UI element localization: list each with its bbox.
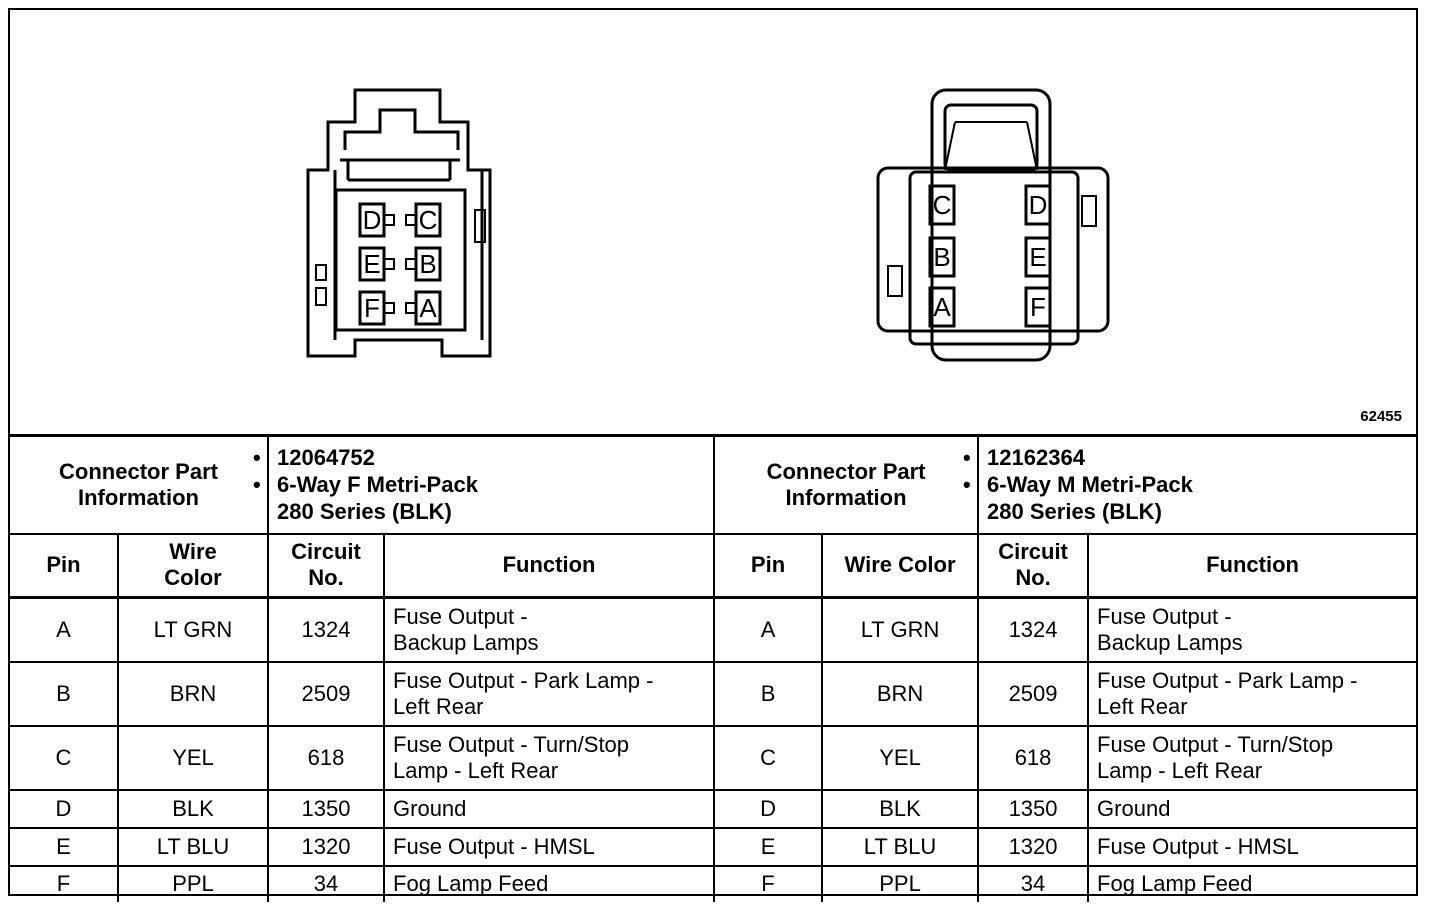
function-cell: Fog Lamp Feed — [1088, 866, 1416, 902]
female-pin-label: A — [419, 293, 437, 323]
wire-color-cell: LT GRN — [118, 598, 268, 662]
male-connector-drawing — [878, 90, 1108, 360]
column-header-row — [10, 534, 1416, 598]
wire-color-cell: LT BLU — [822, 828, 978, 866]
wire-color-cell: LT BLU — [118, 828, 268, 866]
col-pin: Pin — [714, 534, 822, 598]
pin-cell: E — [10, 828, 118, 866]
part-info-row — [10, 436, 1416, 534]
male-pin-label: B — [933, 242, 951, 272]
table-row — [10, 598, 1416, 662]
pin-cell: B — [714, 662, 822, 726]
connector-svg — [10, 10, 1416, 434]
pin-cell: A — [10, 598, 118, 662]
table-row — [10, 726, 1416, 790]
col-circuit: Circuit No. — [978, 534, 1088, 598]
table-row — [10, 828, 1416, 866]
pin-cell: F — [10, 866, 118, 902]
part-description: • 6-Way F Metri-Pack — [277, 471, 705, 498]
pin-cell: C — [714, 726, 822, 790]
wire-color-cell: LT GRN — [822, 598, 978, 662]
wire-color-cell: PPL — [822, 866, 978, 902]
part-info-details — [978, 436, 1416, 534]
function-cell: Fuse Output - Park Lamp - Left Rear — [384, 662, 714, 726]
function-cell: Fuse Output - Turn/Stop Lamp - Left Rear — [1088, 726, 1416, 790]
col-wire-color: Wire Color — [118, 534, 268, 598]
table-row — [10, 662, 1416, 726]
male-pin-label: A — [933, 292, 951, 322]
circuit-cell: 2509 — [268, 662, 384, 726]
part-description: • 6-Way M Metri-Pack — [987, 471, 1408, 498]
wire-color-cell: BRN — [118, 662, 268, 726]
part-info-details — [268, 436, 714, 534]
circuit-cell: 1350 — [268, 790, 384, 828]
wire-color-cell: BLK — [118, 790, 268, 828]
circuit-cell: 34 — [978, 866, 1088, 902]
part-description-cont: 280 Series (BLK) — [277, 499, 452, 525]
wire-color-cell: YEL — [822, 726, 978, 790]
function-cell: Fuse Output - HMSL — [384, 828, 714, 866]
wire-color-cell: PPL — [118, 866, 268, 902]
part-number: • 12064752 — [277, 444, 705, 471]
pin-cell: D — [10, 790, 118, 828]
circuit-cell: 2509 — [978, 662, 1088, 726]
function-cell: Fuse Output - Backup Lamps — [1088, 598, 1416, 662]
function-cell: Fuse Output - Park Lamp - Left Rear — [1088, 662, 1416, 726]
female-connector-drawing — [308, 90, 490, 356]
pin-cell: B — [10, 662, 118, 726]
circuit-cell: 1320 — [268, 828, 384, 866]
female-pin-label: C — [418, 205, 438, 235]
diagram-frame — [8, 8, 1418, 896]
function-cell: Fuse Output - Turn/Stop Lamp - Left Rear — [384, 726, 714, 790]
function-cell: Fuse Output - Backup Lamps — [384, 598, 714, 662]
part-description-cont: 280 Series (BLK) — [987, 499, 1162, 525]
circuit-cell: 618 — [978, 726, 1088, 790]
circuit-cell: 1350 — [978, 790, 1088, 828]
part-number: • 12162364 — [987, 444, 1408, 471]
female-pin-label: B — [419, 249, 437, 279]
part-info-label: Connector Part Information — [714, 436, 978, 534]
function-cell: Fuse Output - HMSL — [1088, 828, 1416, 866]
pin-cell: A — [714, 598, 822, 662]
pin-cell: E — [714, 828, 822, 866]
female-pin-label: E — [363, 249, 381, 279]
col-function: Function — [384, 534, 714, 598]
male-pin-label: E — [1029, 242, 1047, 272]
function-cell: Ground — [1088, 790, 1416, 828]
function-cell: Ground — [384, 790, 714, 828]
circuit-cell: 1320 — [978, 828, 1088, 866]
col-function: Function — [1088, 534, 1416, 598]
circuit-cell: 1324 — [268, 598, 384, 662]
wire-color-cell: YEL — [118, 726, 268, 790]
table-row — [10, 790, 1416, 828]
function-cell: Fog Lamp Feed — [384, 866, 714, 902]
col-wire-color: Wire Color — [822, 534, 978, 598]
wire-color-cell: BLK — [822, 790, 978, 828]
female-pin-label: D — [362, 205, 382, 235]
col-pin: Pin — [10, 534, 118, 598]
pin-cell: D — [714, 790, 822, 828]
wire-color-cell: BRN — [822, 662, 978, 726]
male-pin-label: D — [1028, 190, 1048, 220]
pin-cell: F — [714, 866, 822, 902]
circuit-cell: 34 — [268, 866, 384, 902]
connector-drawings — [10, 10, 1416, 434]
pin-rows — [10, 598, 1416, 902]
connector-table — [10, 434, 1416, 902]
male-pin-label: F — [1030, 292, 1046, 322]
table-row — [10, 866, 1416, 902]
figure-id: 62455 — [1360, 408, 1402, 425]
female-pin-label: F — [364, 293, 380, 323]
col-circuit: Circuit No. — [268, 534, 384, 598]
part-info-label: Connector Part Information — [10, 436, 268, 534]
male-pin-label: C — [932, 190, 952, 220]
circuit-cell: 618 — [268, 726, 384, 790]
pin-cell: C — [10, 726, 118, 790]
circuit-cell: 1324 — [978, 598, 1088, 662]
